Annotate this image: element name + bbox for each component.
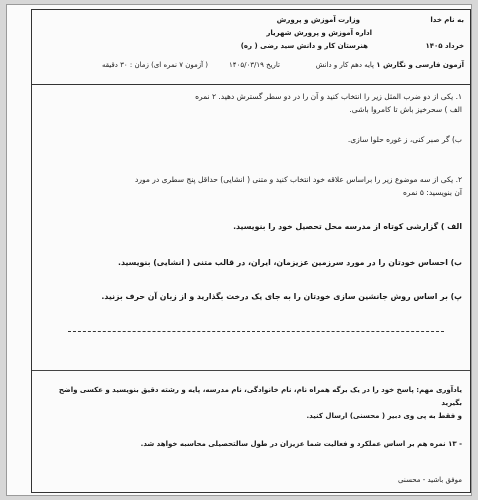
question-2-option-b: ب) احساس خودتان را در مورد سرزمین عزیزمان، ایران، در قالب متنی ( انشایی) بنویسید. [118, 258, 462, 267]
note-line-2: و فقط به پی وی دبیر ( محسنی) ارسال کنید. [306, 412, 462, 420]
department-title: اداره آموزش و پرورش شهریار [266, 29, 372, 37]
ministry-title: وزارت آموزش و پرورش [276, 16, 360, 24]
exam-month-year: خرداد ۱۴۰۵ [425, 42, 464, 50]
exam-grade: پایه دهم کار و دانش [315, 61, 374, 69]
exam-page [6, 4, 472, 496]
note-line-1: یادآوری مهم: پاسخ خود را در یک برگه همراه نام، نام خانوادگی، نام مدرسه، پایه و رشته دقیق بنویسید و عکسی واضح بگیرید [58, 386, 462, 407]
question-2-prompt-line-1: ۲. یکی از سه موضوع زیر را براساس علاقه خود انتخاب کنید و متنی ( انشایی) حداقل پنج سطری در مورد [135, 175, 462, 184]
exam-date: تاریخ ۱۴۰۵/۰۳/۱۹ [229, 61, 280, 69]
question-1-option-b: ب) گر صبر کنی، ز غوره حلوا سازی. [347, 135, 462, 144]
dashed-divider [68, 331, 444, 332]
exam-title: آزمون فارسی و نگارش ۱ [376, 61, 464, 69]
question-2-option-a: الف ) گزارشی کوتاه از مدرسه محل تحصیل خود را بنویسید. [233, 222, 462, 231]
important-note [52, 384, 462, 423]
question-1-option-a: الف ) سحرخیز باش تا کامروا باشی. [349, 105, 462, 114]
signature: موفق باشید - محسنی [398, 476, 462, 484]
besmellah: به نام خدا [430, 16, 464, 24]
school-title: هنرستان کار و دانش سید رضی ( ره) [240, 42, 368, 50]
exam-header [32, 10, 470, 85]
exam-info: ( آزمون ۷ نمره ای) زمان : ۳۰ دقیقه [102, 61, 208, 69]
question-1 [52, 90, 462, 116]
question-2 [52, 173, 462, 199]
note-line-3: - ۱۳ نمره هم بر اساس عملکرد و فعالیت شما عزیزان در طول سالتحصیلی محاسبه خواهد شد. [140, 440, 462, 448]
question-2-prompt-line-2: آن بنویسید: ۵ نمره [403, 188, 462, 197]
exam-frame [31, 9, 471, 493]
question-1-prompt: ۱. یکی از دو ضرب المثل زیر را انتخاب کنید و آن را در دو سطر گسترش دهید. ۲ نمره [195, 92, 462, 101]
question-2-option-c: پ) بر اساس روش جانشین سازی خودتان را به جای یک درخت بگذارید و از زبان آن حرف بزنید. [101, 292, 462, 301]
footer-divider [32, 370, 470, 371]
